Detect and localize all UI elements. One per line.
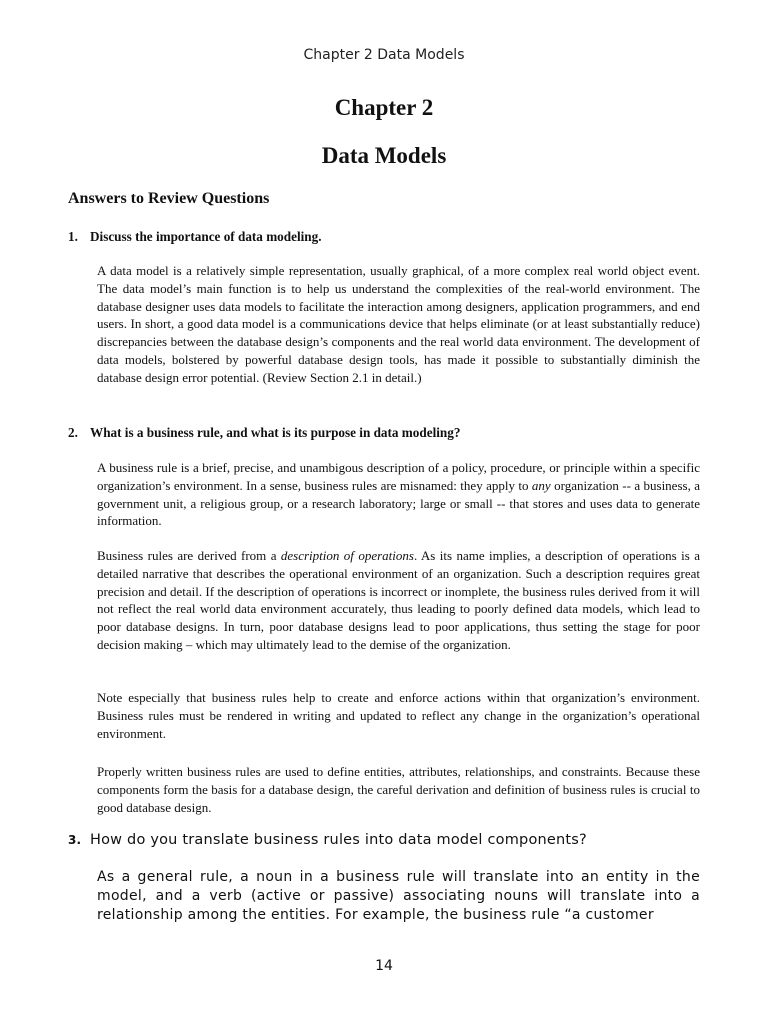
answer-1-paragraph: A data model is a relatively simple representation, usually graphical, of a more complex real world object event. The data model’s main function is to help us understand the complexities of the real-world environment. The database designer uses data models to facilitate the interaction among designers, application programmers, and end users. In short, a good data model is a communications device that helps eliminate (or at least substantially reduce) discrepancies between the database design’s components and the real world data environment. The development of data models, bolstered by powerful database design tools, has made it possible to substantially diminish the database design error potential. (Review Section 2.1 in detail.) xyxy=(97,263,700,385)
text-run: Business rules are derived from a xyxy=(97,548,281,563)
answer-2-paragraph-3: Note especially that business rules help to create and enforce actions within that organization’s environment. Business rules must be rendered in writing and updated to reflect any change in the organization’s operational environment. xyxy=(97,690,700,741)
page-number: 14 xyxy=(375,958,393,974)
running-header: Chapter 2 Data Models xyxy=(303,47,465,63)
text-run: A business rule is a brief, precise, and unambigous description of a policy, procedure, or principle within a specific organization’s environment. In a sense, business rules are misnamed: they apply to xyxy=(97,460,700,493)
question-3 xyxy=(68,832,708,848)
question-1 xyxy=(68,229,708,245)
emphasis-text: any xyxy=(531,477,551,493)
question-number: 1. xyxy=(68,229,78,244)
answer-3-paragraph: As a general rule, a noun in a business rule will translate into an entity in the model, and a verb (active or passive) associating nouns will translate into a relationship among the entities. For example, the business rule “a customer xyxy=(97,869,700,923)
question-2 xyxy=(68,425,708,441)
question-text: What is a business rule, and what is its purpose in data modeling? xyxy=(90,425,461,440)
question-number: 3. xyxy=(68,833,82,847)
answer-2-paragraph-4: Properly written business rules are used to define entities, attributes, relationships, and constraints. Because these components form the basis for a database design, the careful derivation and definition of business rules is crucial to good database design. xyxy=(97,764,700,815)
text-run: . As its name implies, a description of operations is a detailed narrative that describes the operational environment of an organization. Such a description requires great precision and detail. If the description of operations is incorrect or inomplete, the business rules derived from it will not reflect the real world data environment accurately, thus leading to poorly defined data models, which lead to poor database designs. In turn, poor database designs lead to poor applications, thus setting the stage for poor decision making – which may ultimately lead to the demise of the organization. xyxy=(97,548,701,652)
emphasis-text: description of operations xyxy=(280,548,414,563)
question-number: 2. xyxy=(68,425,78,440)
question-text: How do you translate business rules into data model components? xyxy=(90,832,587,848)
section-heading: Answers to Review Questions xyxy=(68,190,270,207)
answer-2-paragraph-1 xyxy=(97,459,700,530)
question-text: Discuss the importance of data modeling. xyxy=(90,229,322,244)
chapter-number-title: Chapter 2 xyxy=(334,95,434,120)
answer-2-paragraph-2 xyxy=(97,547,700,654)
text-run: organization -- a business, a government unit, a religious group, or a research laboratory; large or small -- that stores and uses data to generate information. xyxy=(97,477,700,529)
chapter-name-title: Data Models xyxy=(321,143,447,168)
